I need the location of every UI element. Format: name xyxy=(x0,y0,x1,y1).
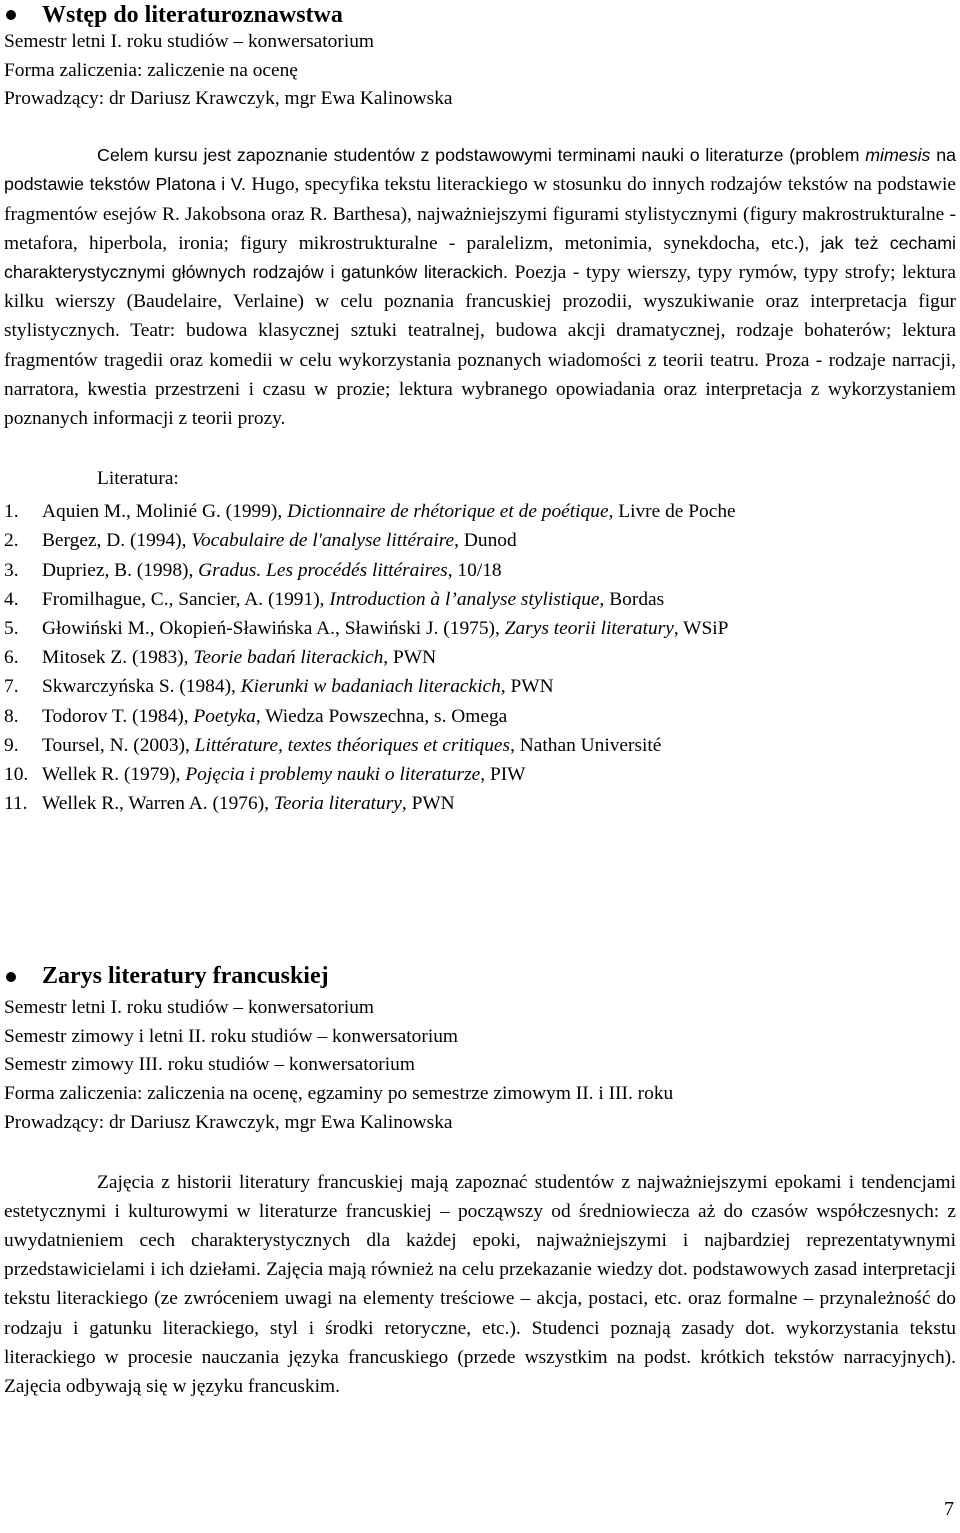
assessment-line: Forma zaliczenia: zaliczenia na ocenę, egzaminy po semestrze zimowym II. i III. roku xyxy=(4,1083,674,1105)
bibliography-item xyxy=(0,497,960,526)
bibliography-item-number: 5. xyxy=(4,617,19,639)
bibliography-item-author: Skwarczyńska S. (1984), xyxy=(42,676,241,698)
bibliography-item-publisher: , Nathan Université xyxy=(510,734,662,756)
course-title-text: Wstęp do literaturoznawstwa xyxy=(42,2,343,28)
description-part-5: Poezja - typy wierszy, typy rymów, typy strofy; lektura kilku wierszy (Baudelaire, Verlaine) w celu poznania francuskiej prozodii, wyszukiwanie oraz interpretacja figur stylistycznych. Teatr: budowa klasycznej sztuki teatralnej, budowa akcji dramatycznej, rodzaje bohaterów; lektura fragmentów tragedii oraz komedii w celu wykorzystania poznanych wiadomości z teorii teatru. Proza - rodzaje narracji, narratora, kwestia przestrzeni i czasu w prozie; lektura wybranego opowiadania oraz interpretacja z wykorzystaniem poznanych informacji z teorii prozy. xyxy=(4,261,956,429)
description-part-4: ), jak też cechami charakterystycznymi głównych rodzajów i gatunków literackich. xyxy=(4,232,956,282)
semester-line: Semestr letni I. roku studiów – konwersatorium xyxy=(4,31,374,52)
bibliography-item-number: 1. xyxy=(4,501,19,523)
bibliography-item-author: Bergez, D. (1994), xyxy=(42,530,192,552)
bibliography-item-publisher: , Bordas xyxy=(599,588,665,610)
bibliography-item-publisher: , Dunod xyxy=(454,530,517,552)
bibliography-item-number: 6. xyxy=(4,647,19,669)
bibliography-item-publisher: , Livre de Poche xyxy=(608,501,736,523)
bibliography-item-number: 9. xyxy=(4,734,19,756)
bibliography-item xyxy=(0,731,960,760)
bibliography-item-title: Teoria literatury xyxy=(273,793,402,815)
bibliography-item-title: Kierunki w badaniach literackich xyxy=(240,676,501,698)
description-part-2: na podstawie tekstów Platona i V. xyxy=(4,145,957,195)
bibliography-item-publisher: , Wiedza Powszechna, s. Omega xyxy=(255,705,508,727)
description-part-1: Celem kursu jest zapoznanie studentów z podstawowymi terminami nauki o literaturze (problem xyxy=(97,145,866,166)
bibliography-item-publisher: , 10/18 xyxy=(447,559,502,581)
literature-heading: Literatura: xyxy=(97,468,179,490)
bibliography-item-title: Pojęcia i problemy nauki o literaturze xyxy=(185,763,481,785)
mimesis-term: mimesis xyxy=(865,145,931,166)
bibliography-list xyxy=(0,497,960,818)
course-title xyxy=(0,960,960,992)
bibliography-item-number: 2. xyxy=(4,530,19,552)
semester-line: Semestr zimowy III. roku studiów – konwersatorium xyxy=(4,1054,415,1076)
bibliography-item xyxy=(0,585,960,614)
bibliography-item xyxy=(0,702,960,731)
description-part-3: Hugo, specyfika tekstu literackiego w stosunku do innych rodzajów tekstów na podstawie fragmentów esejów R. Jakobsona oraz R. Barthesa), najważniejszymi figurami stylistycznymi (figury makrostrukturalne - metafora, hiperbola, ironia; figury mikrostrukturalne - paralelizm, metonimia, synekdocha, etc. xyxy=(4,174,956,254)
bibliography-item-author: Wellek R., Warren A. (1976), xyxy=(42,793,274,815)
bibliography-item-title: Teorie badań literackich xyxy=(193,647,384,669)
bibliography-item-title: Gradus. Les procédés littéraires xyxy=(198,559,448,581)
semester-line: Semestr letni I. roku studiów – konwersatorium xyxy=(4,997,374,1018)
course-title-text: Zarys literatury francuskiej xyxy=(42,963,329,989)
bibliography-item-author: Dupriez, B. (1998), xyxy=(42,559,199,581)
bibliography-item-publisher: , WSiP xyxy=(673,617,729,639)
bibliography-item-author: Toursel, N. (2003), xyxy=(42,734,195,756)
bibliography-item-title: Dictionnaire de rhétorique et de poétique xyxy=(287,501,609,523)
semester-line: Semestr zimowy i letni II. roku studiów – konwersatorium xyxy=(4,1025,458,1047)
course-description: Zajęcia z historii literatury francuskiej mają zapoznać studentów z najważniejszymi epokami i tendencjami estetycznymi i kulturowymi w literaturze francuskiej – począwszy od średniowiecza aż do czasów współczesnych: z uwydatnieniem cech charakterystycznych dla każdej epoki, najważniejszymi i najbardziej reprezentatywnymi przedstawicielami i ich dziełami. Zajęcia mają również na celu przekazanie wiedzy dot. podstawowych zasad interpretacji tekstu literackiego (ze zwróceniem uwagi na elementy treściowe – akcja, postaci, etc. oraz formalne – przynależność do rodzaju i gatunku literackiego, styl i środki retoryczne, etc.). Studenci poznają zasady dot. wykorzystania tekstu literackiego w procesie nauczania języka francuskiego (przede wszystkim na podst. krótkich tekstów narracyjnych). Zajęcia odbywają się w języku francuskim. xyxy=(4,1171,956,1397)
bibliography-item-number: 3. xyxy=(4,559,19,581)
bibliography-item-title: Zarys teorii literatury xyxy=(504,617,674,639)
instructors-line: Prowadzący: dr Dariusz Krawczyk, mgr Ewa Kalinowska xyxy=(4,1111,453,1133)
bibliography-item-number: 7. xyxy=(4,676,19,698)
bibliography-item-title: Introduction à l’analyse stylistique xyxy=(329,588,600,610)
bibliography-item xyxy=(0,643,960,672)
bibliography-item-title: Littérature, textes théoriques et critiques xyxy=(194,734,511,756)
bibliography-item-number: 11. xyxy=(4,793,28,815)
bullet-icon xyxy=(6,10,16,20)
bibliography-item-publisher: , PWN xyxy=(500,676,554,698)
bibliography-item-author: Aquien M., Molinié G. (1999), xyxy=(42,501,288,523)
bibliography-item-number: 4. xyxy=(4,588,19,610)
bibliography-item xyxy=(0,760,960,789)
bibliography-item-author: Wellek R. (1979), xyxy=(42,763,186,785)
bibliography-item xyxy=(0,672,960,701)
course-description xyxy=(0,141,960,433)
bibliography-item-number: 8. xyxy=(4,705,19,727)
bibliography-item-author: Mitosek Z. (1983), xyxy=(42,647,194,669)
bibliography-item xyxy=(0,789,960,818)
bibliography-item-publisher: , PWN xyxy=(383,647,437,669)
bibliography-item-publisher: , PIW xyxy=(480,763,526,785)
bibliography-item-publisher: , PWN xyxy=(401,793,455,815)
instructors-line: Prowadzący: dr Dariusz Krawczyk, mgr Ewa Kalinowska xyxy=(4,88,453,110)
course-meta xyxy=(0,994,960,1138)
course-section-french-literature xyxy=(0,960,960,1401)
page-number: 7 xyxy=(944,1498,954,1520)
bullet-icon xyxy=(6,972,16,982)
bibliography-item-number: 10. xyxy=(4,763,29,785)
bibliography-item-title: Poetyka xyxy=(193,705,256,727)
bibliography-item-author: Fromilhague, C., Sancier, A. (1991), xyxy=(42,588,330,610)
bibliography-item xyxy=(0,614,960,643)
bibliography-item xyxy=(0,556,960,585)
bibliography-item-author: Głowiński M., Okopień-Sławińska A., Sławiński J. (1975), xyxy=(42,617,505,639)
bibliography-item-author: Todorov T. (1984), xyxy=(42,705,194,727)
bibliography-item-title: Vocabulaire de l'analyse littéraire xyxy=(191,530,455,552)
assessment-line: Forma zaliczenia: zaliczenie na ocenę xyxy=(4,59,298,81)
course-title xyxy=(0,0,960,30)
bibliography-item xyxy=(0,526,960,555)
course-meta xyxy=(0,28,960,114)
